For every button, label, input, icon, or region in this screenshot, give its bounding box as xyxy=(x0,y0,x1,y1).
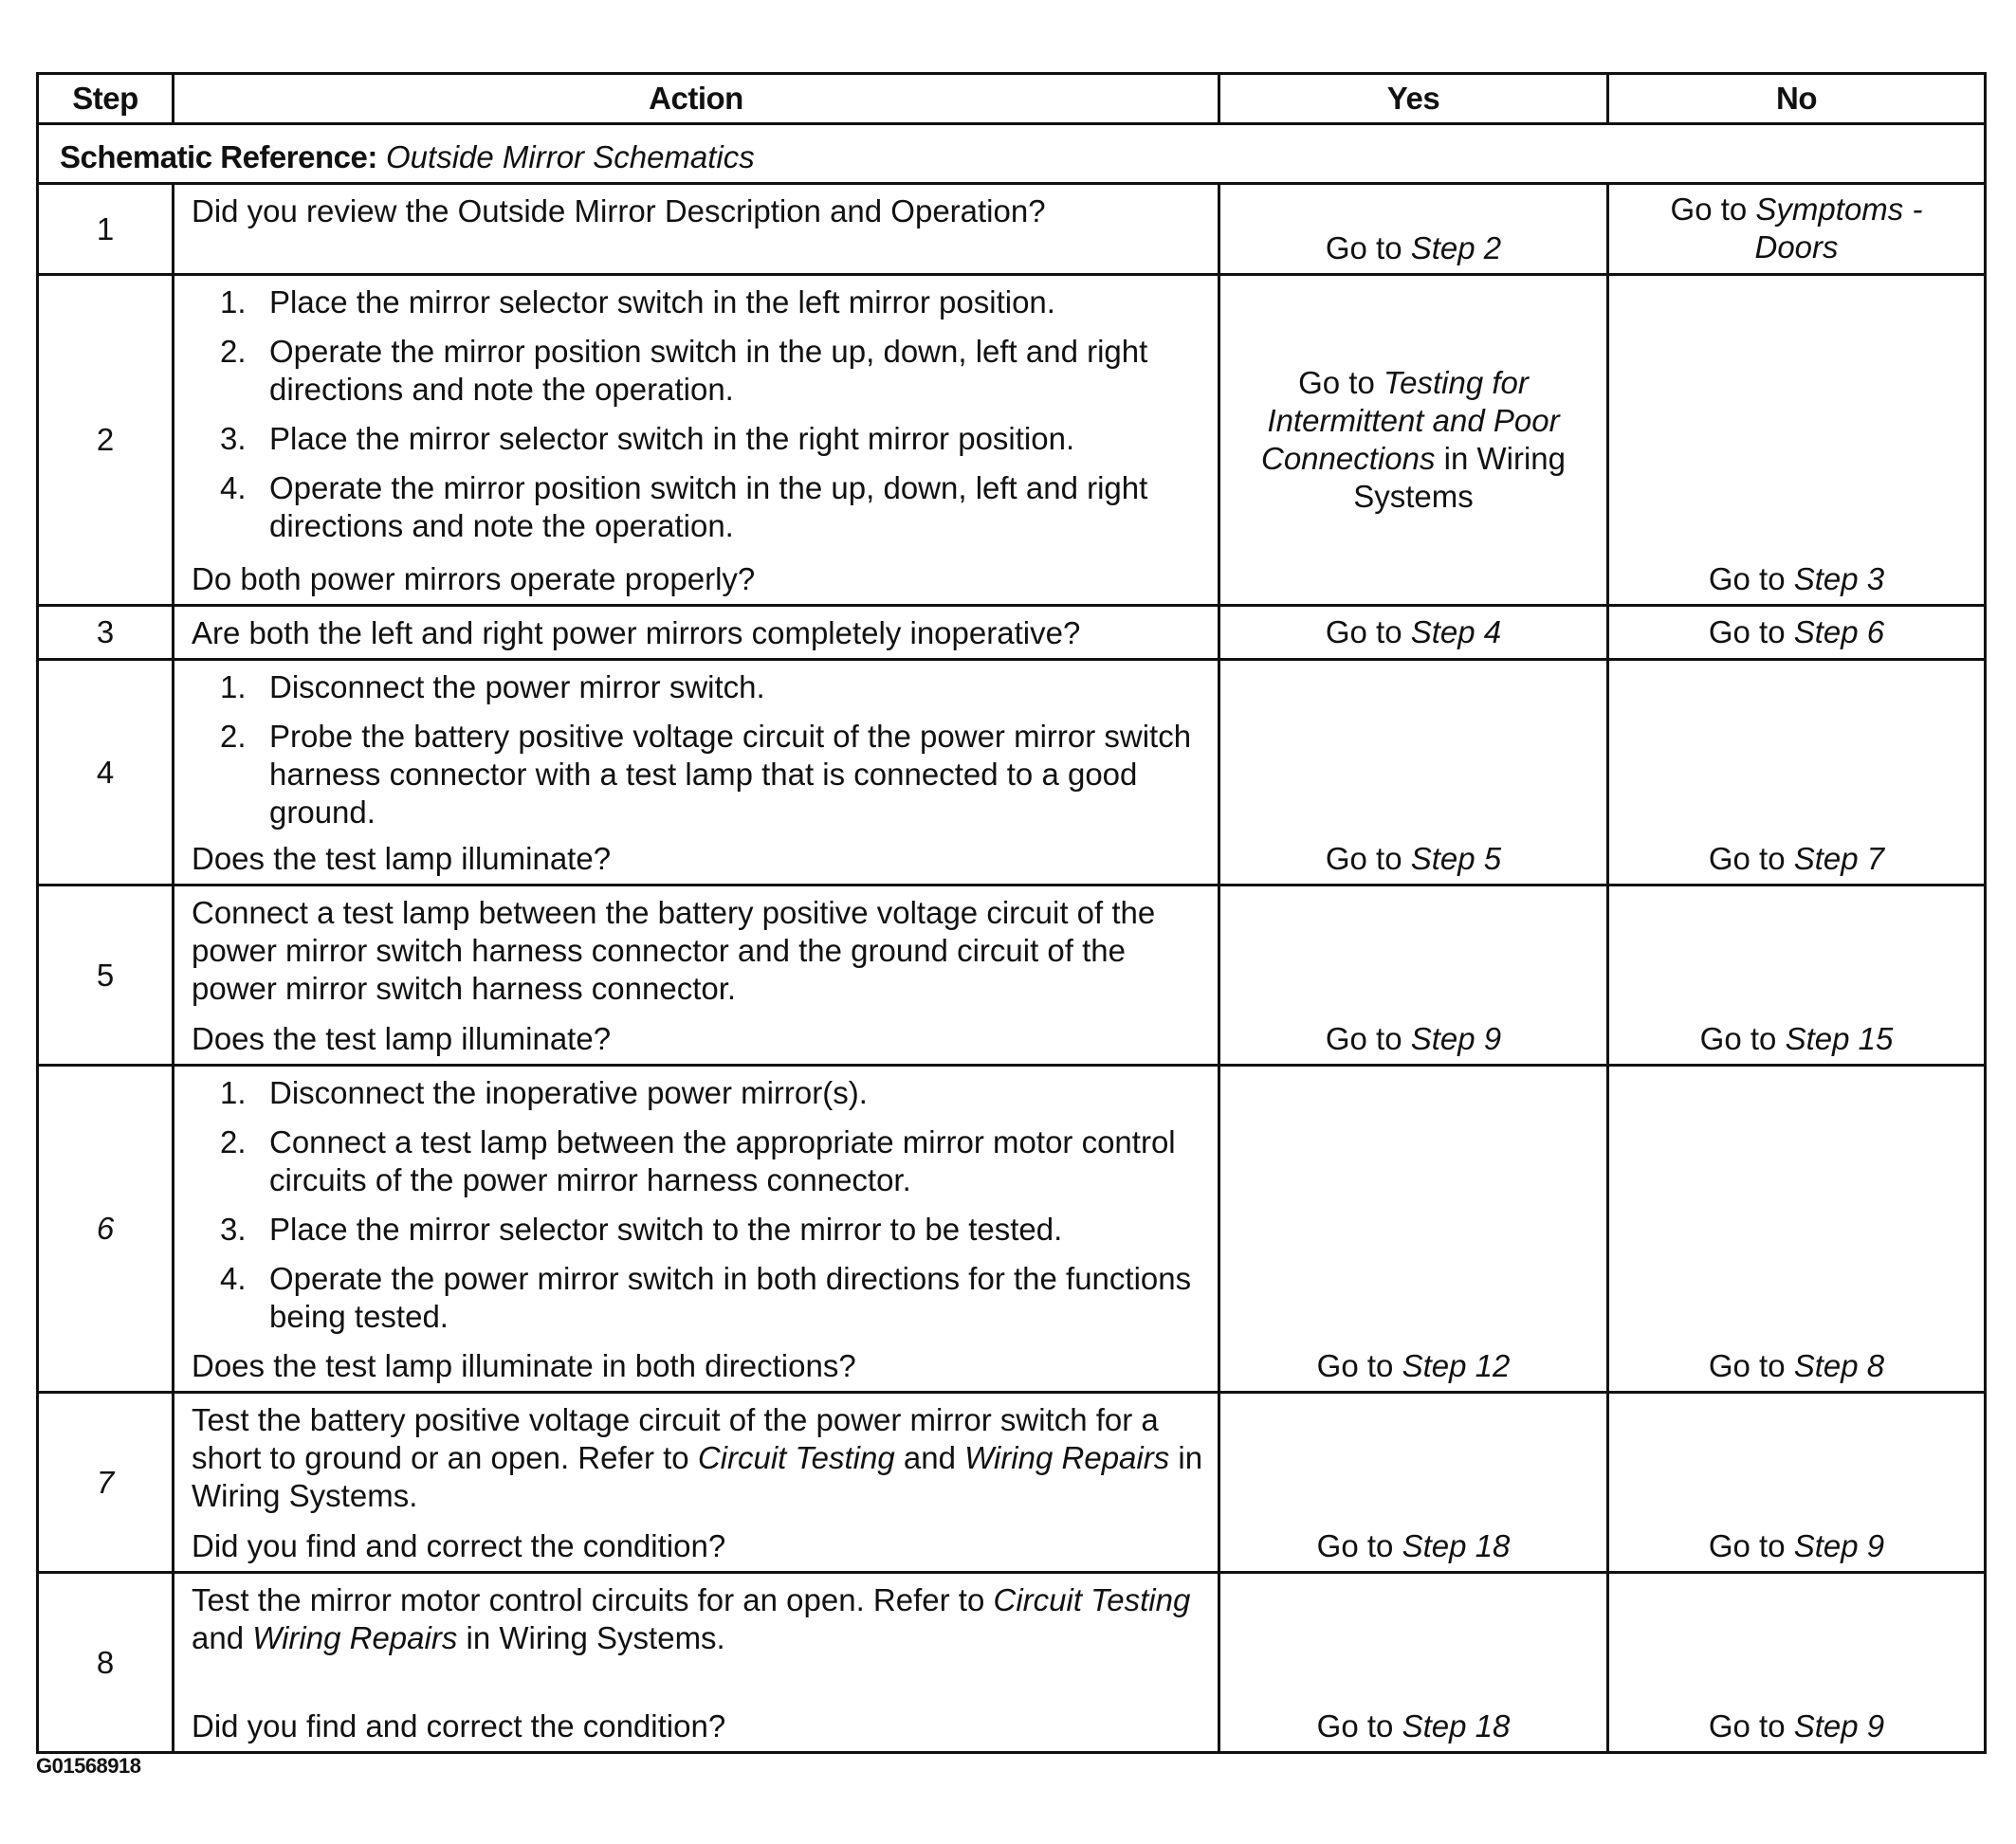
yes-cell xyxy=(1219,885,1608,1066)
no-cell xyxy=(1608,660,1986,885)
yes-cell xyxy=(1219,275,1608,606)
action-question: Does the test lamp illuminate? xyxy=(192,1021,612,1056)
no-cell xyxy=(1608,1393,1986,1573)
action-question: Do both power mirrors operate properly? xyxy=(192,561,756,596)
action-substeps xyxy=(192,668,1204,831)
no-goto[interactable] xyxy=(1609,840,1984,878)
substep-number: 1. xyxy=(220,284,247,320)
step-number: 2 xyxy=(38,275,174,606)
no-prefix: Go to xyxy=(1708,1708,1786,1744)
schematic-reference-cell xyxy=(38,124,1986,184)
no-goto[interactable] xyxy=(1609,613,1984,651)
yes-target-link[interactable]: Testing for Intermittent and Poor Connections xyxy=(1261,365,1560,476)
no-prefix: Go to xyxy=(1708,561,1786,596)
substep-text: Operate the power mirror switch in both directions for the functions being tested. xyxy=(269,1261,1192,1334)
yes-prefix: Go to xyxy=(1325,1021,1402,1056)
no-target-link[interactable]: Step 8 xyxy=(1793,1348,1885,1383)
yes-cell xyxy=(1219,606,1608,660)
step-number: 4 xyxy=(38,660,174,885)
no-goto[interactable] xyxy=(1609,191,1984,266)
substep-number: 1. xyxy=(220,669,247,704)
yes-target-link[interactable]: Step 18 xyxy=(1402,1708,1511,1744)
substep-item xyxy=(192,1123,1204,1199)
diagnostic-table-sheet xyxy=(36,72,1984,1754)
substep-text: Operate the mirror position switch in the up, down, left and right directions and note the operation. xyxy=(269,334,1148,407)
step-number: 7 xyxy=(38,1393,174,1573)
yes-target-link[interactable]: Step 18 xyxy=(1402,1528,1511,1563)
substep-number: 2. xyxy=(220,1124,247,1159)
table-row xyxy=(38,660,1986,885)
no-goto[interactable] xyxy=(1609,1707,1984,1745)
substep-number: 3. xyxy=(220,1212,247,1247)
substep-text: Place the mirror selector switch in the right mirror position. xyxy=(269,421,1075,456)
reference-link[interactable]: Circuit Testing xyxy=(993,1582,1191,1617)
substep-item xyxy=(192,469,1204,545)
yes-cell xyxy=(1219,660,1608,885)
table-row xyxy=(38,1393,1986,1573)
action-question: Does the test lamp illuminate in both directions? xyxy=(192,1348,856,1383)
header-yes: Yes xyxy=(1219,74,1608,124)
yes-prefix: Go to xyxy=(1325,614,1402,649)
no-target-link[interactable]: Step 15 xyxy=(1785,1021,1894,1056)
no-prefix: Go to xyxy=(1708,1528,1786,1563)
yes-prefix: Go to xyxy=(1316,1348,1394,1383)
yes-goto[interactable] xyxy=(1220,840,1606,878)
substep-item xyxy=(192,283,1204,321)
yes-goto[interactable] xyxy=(1220,364,1606,516)
substep-text: Place the mirror selector switch to the mirror to be tested. xyxy=(269,1212,1063,1247)
no-goto[interactable] xyxy=(1609,1347,1984,1385)
no-cell xyxy=(1608,885,1986,1066)
no-prefix: Go to xyxy=(1708,614,1786,649)
action-text: Test the mirror motor control circuits for an open. Refer to xyxy=(192,1582,994,1617)
substep-number: 1. xyxy=(220,1075,247,1110)
action-text: and xyxy=(894,1440,965,1475)
no-target-link[interactable]: Step 6 xyxy=(1793,614,1885,649)
action-cell xyxy=(174,184,1219,275)
step-number: 5 xyxy=(38,885,174,1066)
substep-item xyxy=(192,1074,1204,1112)
no-cell xyxy=(1608,1573,1986,1753)
action-question: Did you find and correct the condition? xyxy=(192,1708,726,1744)
no-target-link[interactable]: Step 9 xyxy=(1793,1528,1885,1563)
table-row xyxy=(38,885,1986,1066)
action-cell xyxy=(174,660,1219,885)
yes-goto[interactable] xyxy=(1220,1020,1606,1058)
substep-number: 4. xyxy=(220,470,247,505)
substep-text: Probe the battery positive voltage circuit of the power mirror switch harness connector with a test lamp that is connected to a good ground. xyxy=(269,719,1192,830)
no-goto[interactable] xyxy=(1609,1020,1984,1058)
action-question: Does the test lamp illuminate? xyxy=(192,841,612,876)
action-text: Test the battery positive voltage circuit of the power mirror switch for a short to ground or an open. Refer to xyxy=(192,1402,1159,1475)
table-body xyxy=(38,124,1986,1753)
no-prefix: Go to xyxy=(1699,1021,1777,1056)
substep-text: Place the mirror selector switch in the left mirror position. xyxy=(269,284,1055,320)
yes-cell xyxy=(1219,1066,1608,1393)
reference-link[interactable]: Wiring Repairs xyxy=(964,1440,1170,1475)
no-prefix: Go to xyxy=(1708,841,1786,876)
step-number: 6 xyxy=(38,1066,174,1393)
action-question: Did you find and correct the condition? xyxy=(192,1528,726,1563)
yes-cell xyxy=(1219,184,1608,275)
action-text: and xyxy=(192,1620,253,1655)
substep-number: 2. xyxy=(220,719,247,754)
action-intro xyxy=(192,1581,1204,1657)
no-target-link[interactable]: Symptoms - Doors xyxy=(1754,192,1923,265)
no-goto[interactable] xyxy=(1609,560,1984,598)
schematic-reference-label: Schematic Reference: xyxy=(60,139,377,174)
yes-prefix: Go to xyxy=(1325,841,1402,876)
action-text: in Wiring Systems. xyxy=(457,1620,725,1655)
yes-prefix: Go to xyxy=(1316,1708,1394,1744)
no-cell xyxy=(1608,1066,1986,1393)
substep-number: 4. xyxy=(220,1261,247,1296)
no-target-link[interactable]: Step 7 xyxy=(1793,841,1885,876)
no-target-link[interactable]: Step 9 xyxy=(1793,1708,1885,1744)
yes-prefix: Go to xyxy=(1325,230,1402,265)
yes-target-link[interactable]: Step 4 xyxy=(1410,614,1502,649)
yes-target-link[interactable]: Step 5 xyxy=(1410,841,1502,876)
header-no: No xyxy=(1608,74,1986,124)
action-intro: Did you review the Outside Mirror Description and Operation? xyxy=(192,193,1046,228)
no-goto[interactable] xyxy=(1609,1527,1984,1565)
table-row xyxy=(38,1573,1986,1753)
yes-goto[interactable] xyxy=(1220,1527,1606,1565)
yes-goto[interactable] xyxy=(1220,1347,1606,1385)
table-row xyxy=(38,1066,1986,1393)
no-cell xyxy=(1608,184,1986,275)
reference-link[interactable]: Circuit Testing xyxy=(697,1440,895,1475)
yes-target-link[interactable]: Step 12 xyxy=(1402,1348,1511,1383)
step-number: 1 xyxy=(38,184,174,275)
no-cell xyxy=(1608,275,1986,606)
action-intro xyxy=(192,1401,1204,1515)
diagnostic-table xyxy=(36,72,1987,1754)
substep-text: Operate the mirror position switch in the up, down, left and right directions and note the operation. xyxy=(269,470,1148,543)
substep-item xyxy=(192,668,1204,706)
substep-item xyxy=(192,333,1204,409)
yes-cell xyxy=(1219,1573,1608,1753)
figure-code: G01568918 xyxy=(36,1754,141,1778)
yes-prefix: Go to xyxy=(1316,1528,1394,1563)
action-intro: Are both the left and right power mirrors completely inoperative? xyxy=(192,615,1081,650)
table-header-row xyxy=(38,74,1986,124)
yes-target-link[interactable]: Step 9 xyxy=(1410,1021,1502,1056)
table-row xyxy=(38,606,1986,660)
substep-item xyxy=(192,718,1204,831)
yes-goto[interactable] xyxy=(1220,613,1606,651)
yes-target-link[interactable]: Step 2 xyxy=(1410,230,1502,265)
substep-item xyxy=(192,420,1204,458)
action-cell xyxy=(174,275,1219,606)
reference-link[interactable]: Wiring Repairs xyxy=(252,1620,458,1655)
action-cell xyxy=(174,1573,1219,1753)
no-prefix: Go to xyxy=(1708,1348,1786,1383)
yes-goto[interactable] xyxy=(1220,1707,1606,1745)
yes-cell xyxy=(1219,1393,1608,1573)
no-target-link[interactable]: Step 3 xyxy=(1793,561,1885,596)
schematic-reference-link[interactable]: Outside Mirror Schematics xyxy=(386,139,755,174)
substep-text: Disconnect the power mirror switch. xyxy=(269,669,765,704)
step-number: 8 xyxy=(38,1573,174,1753)
substep-text: Connect a test lamp between the appropriate mirror motor control circuits of the power mirror harness connector. xyxy=(269,1124,1176,1197)
table-row xyxy=(38,184,1986,275)
substep-item xyxy=(192,1211,1204,1249)
no-cell xyxy=(1608,606,1986,660)
header-step: Step xyxy=(38,74,174,124)
substep-number: 3. xyxy=(220,421,247,456)
action-text: in Wiring Systems. xyxy=(192,1440,1203,1513)
action-intro: Connect a test lamp between the battery positive voltage circuit of the power mirror switch harness connector and the ground circuit of the power mirror switch harness connector. xyxy=(192,895,1156,1006)
action-substeps xyxy=(192,283,1204,545)
yes-prefix: Go to xyxy=(1298,365,1375,400)
action-cell xyxy=(174,1066,1219,1393)
action-cell xyxy=(174,1393,1219,1573)
substep-item xyxy=(192,1260,1204,1336)
table-row xyxy=(38,275,1986,606)
step-number: 3 xyxy=(38,606,174,660)
action-cell xyxy=(174,606,1219,660)
yes-goto[interactable] xyxy=(1220,229,1606,267)
action-cell xyxy=(174,885,1219,1066)
action-substeps xyxy=(192,1074,1204,1336)
substep-text: Disconnect the inoperative power mirror(s). xyxy=(269,1075,868,1110)
substep-number: 2. xyxy=(220,334,247,369)
schematic-reference-row xyxy=(38,124,1986,184)
no-prefix: Go to xyxy=(1670,192,1748,227)
header-action: Action xyxy=(174,74,1219,124)
yes-suffix: in Wiring Systems xyxy=(1353,441,1566,514)
